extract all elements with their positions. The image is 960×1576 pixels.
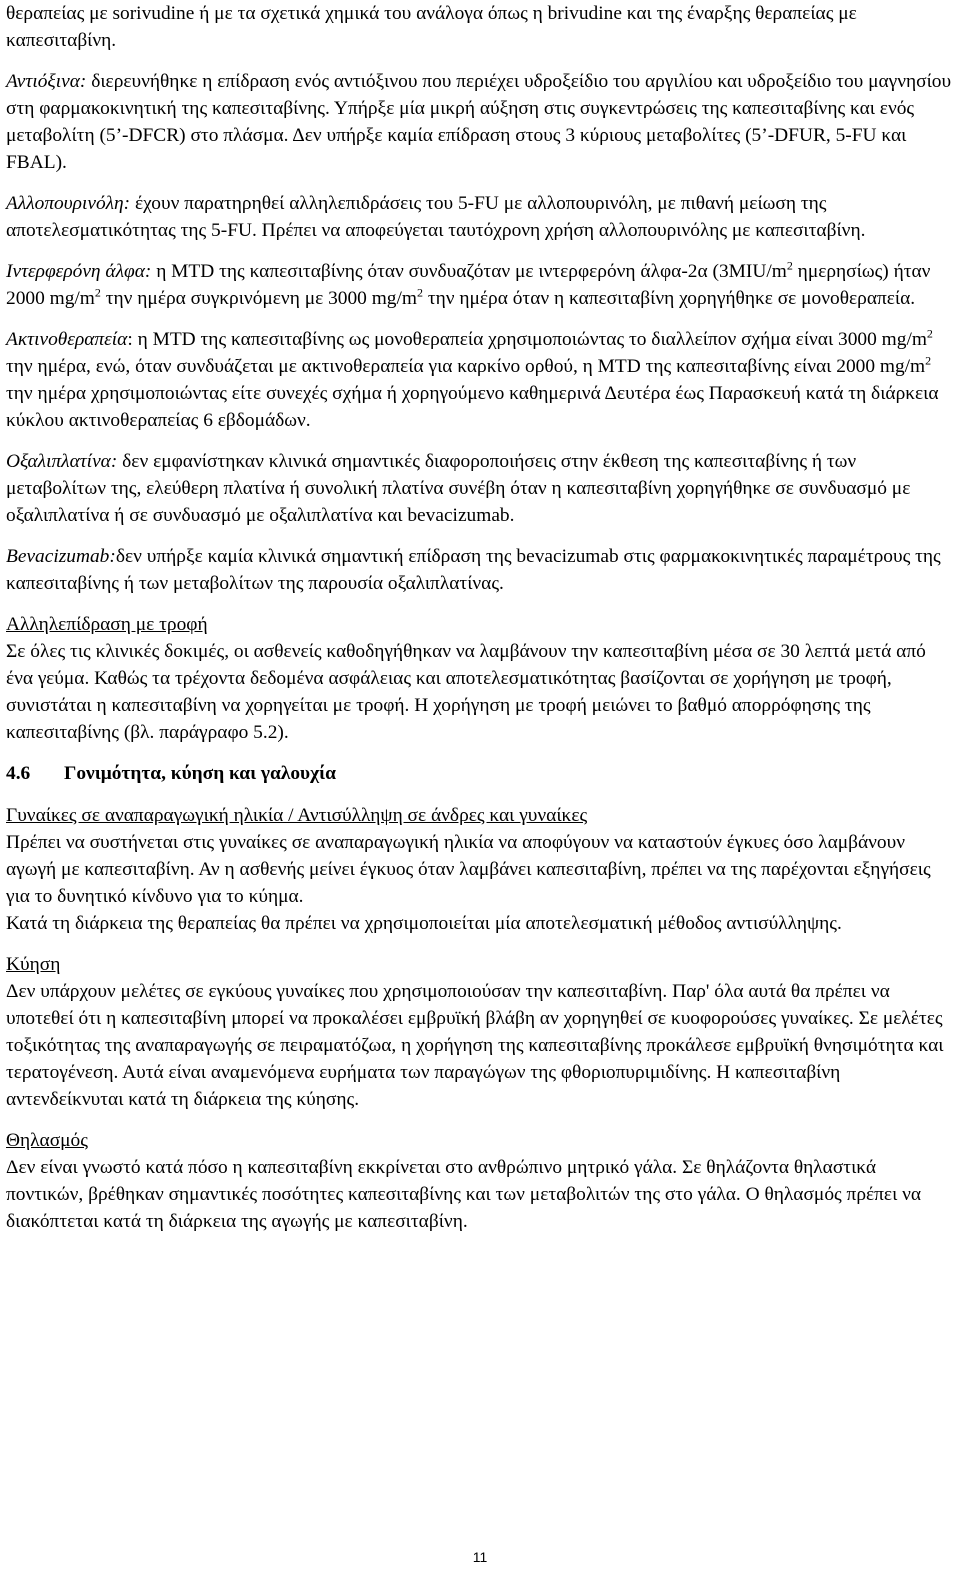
women-title: Γυναίκες σε αναπαραγωγική ηλικία / Αντισύλληψη σε άνδρες και γυναίκες (6, 805, 588, 826)
bevacizumab-text: δεν υπήρξε καμία κλινικά σημαντική επίδραση της bevacizumab στις φαρμακοκινητικές παραμέτρους της καπεσιταβίνης ή των μεταβολίτων της παρουσία οξαλιπλατίνας. (6, 546, 941, 594)
radiotherapy-text-3: την ημέρα χρησιμοποιώντας είτε συνεχές σχήμα ή χορηγούμενο καθημερινά Δευτέρα έως Παρασκευή κατά τη διάρκεια κύκλου ακτινοθεραπείας 6 εβδομάδων. (6, 383, 939, 431)
pregnancy-text: Δεν υπάρχουν μελέτες σε εγκύους γυναίκες που χρησιμοποιούσαν την καπεσιταβίνη. Παρ' όλα αυτά θα πρέπει να υποτεθεί ότι η καπεσιταβίνη μπορεί να προκαλέσει εμβρυϊκή βλάβη αν χορηγηθεί σε κυοφορούσες γυναίκες. Σε μελέτες τοξικότητας της αναπαραγωγής σε πειραματόζωα, η χορήγηση της καπεσιταβίνης προκάλεσε εμβρυϊκή θνησιμότητα και τερατογένεση. Αυτά είναι αναμενόμενα ευρήματα των παραγώγων της φθοριοπυριμιδίνης. Η καπεσιταβίνη αντενδείκνυται κατά τη διάρκεια της κύησης. (6, 981, 944, 1110)
oxaliplatin-text: δεν εμφανίστηκαν κλινικά σημαντικές διαφοροποιήσεις στην έκθεση της καπεσιταβίνης ή των μεταβολίτων της, ελεύθερη πλατίνα ή συνολική πλατίνα συνέβη όταν η καπεσιταβίνη χορηγήθηκε σε συνδυασμό με οξαλιπλατίνα ή σε συνδυασμό με οξαλιπλατίνα και bevacizumab. (6, 451, 911, 526)
interferon-text-1: η MTD της καπεσιταβίνης όταν συνδυαζόταν με ιντερφερόνη άλφα-2α (3MIU/m (151, 261, 787, 282)
food-interaction-title: Αλληλεπίδραση με τροφή (6, 614, 208, 635)
interferon-label: Ιντερφερόνη άλφα: (6, 261, 152, 282)
allopurinol-label: Αλλοπουρινόλη: (6, 193, 131, 214)
radiotherapy-label: Ακτινοθεραπεία (6, 329, 128, 350)
radiotherapy-sup-1: 2 (926, 326, 933, 341)
radiotherapy-text-1: : η MTD της καπεσιταβίνης ως μονοθεραπεία χρησιμοποιώντας το διαλλείπον σχήμα είναι 3000 mg/m (127, 329, 927, 350)
interferon-sup-3: 2 (416, 285, 423, 300)
paragraph-continuation: θεραπείας με sorivudine ή με τα σχετικά χημικά του ανάλογα όπως η brivudine και της έναρξης θεραπείας με καπεσιταβίνη. (6, 3, 857, 51)
page-number: 11 (472, 1549, 488, 1565)
interferon-text-4: την ημέρα όταν η καπεσιταβίνη χορηγήθηκε σε μονοθεραπεία. (422, 288, 916, 309)
paragraph-antacids (6, 68, 954, 176)
paragraph-allopurinol (6, 190, 954, 244)
allopurinol-text: έχουν παρατηρηθεί αλληλεπιδράσεις του 5-FU με αλλοπουρινόλη, με πιθανή μείωση της αποτελεσματικότητας της 5-FU. Πρέπει να αποφεύγεται ταυτόχρονη χρήση αλλοπουρινόλης με καπεσιταβίνη. (6, 193, 866, 241)
breastfeeding-title: Θηλασμός (6, 1130, 88, 1151)
paragraph-oxaliplatin (6, 448, 954, 529)
interferon-sup-2: 2 (94, 285, 101, 300)
interferon-text-2: ημερησίως) ήταν 2000 mg/m (6, 261, 931, 309)
paragraph-radiotherapy (6, 326, 954, 434)
section-title: Γονιμότητα, κύηση και γαλουχία (64, 763, 336, 784)
bevacizumab-label: Bevacizumab: (6, 546, 116, 567)
antacids-label: Αντιόξινα: (6, 71, 87, 92)
oxaliplatin-label: Οξαλιπλατίνα: (6, 451, 118, 472)
pregnancy-title: Κύηση (6, 954, 61, 975)
women-text-1: Πρέπει να συστήνεται στις γυναίκες σε αναπαραγωγική ηλικία να αποφύγουν να καταστούν έγκυες όσο λαμβάνουν αγωγή με καπεσιταβίνη. Αν η ασθενής μείνει έγκυος όταν λαμβάνει καπεσιταβίνη, πρέπει να της παρέχονται εξηγήσεις για το δυνητικό κίνδυνο για το κύημα. (6, 832, 931, 907)
document-page (6, 0, 954, 1249)
breastfeeding-text: Δεν είναι γνωστό κατά πόσο η καπεσιταβίνη εκκρίνεται στο ανθρώπινο μητρικό γάλα. Σε θηλάζοντα θηλαστικά ποντικών, βρέθηκαν σημαντικές ποσότητες καπεσιταβίνης και των μεταβολιτών της στο γάλα. Ο θηλασμός πρέπει να διακόπτεται κατά τη διάρκεια της αγωγής με καπεσιταβίνη. (6, 1157, 922, 1232)
women-text-2: Κατά τη διάρκεια της θεραπείας θα πρέπει να χρησιμοποιείται μία αποτελεσματική μέθοδος αντισύλληψης. (6, 913, 842, 934)
radiotherapy-text-2: την ημέρα, ενώ, όταν συνδυάζεται με ακτινοθεραπεία για καρκίνο ορθού, η MTD της καπεσιταβίνης είναι 2000 mg/m (6, 356, 926, 377)
interferon-sup-1: 2 (786, 258, 793, 273)
radiotherapy-sup-2: 2 (925, 353, 932, 368)
paragraph-interferon (6, 258, 954, 312)
section-number: 4.6 (6, 763, 31, 784)
paragraph-bevacizumab (6, 543, 954, 597)
antacids-text: διερευνήθηκε η επίδραση ενός αντιόξινου που περιέχει υδροξείδιο του αργιλίου και υδροξείδιο του μαγνησίου στη φαρμακοκινητική της καπεσιταβίνης. Υπήρξε μία μικρή αύξηση στις συγκεντρώσεις της καπεσιταβίνης και ενός μεταβολίτη (5’-DFCR) στο πλάσμα. Δεν υπήρξε καμία επίδραση στους 3 κύριους μεταβολίτες (5’-DFUR, 5-FU και FBAL). (6, 71, 952, 173)
section-heading (6, 760, 954, 787)
interferon-text-3: την ημέρα συγκρινόμενη με 3000 mg/m (100, 288, 417, 309)
food-interaction-text: Σε όλες τις κλινικές δοκιμές, οι ασθενείς καθοδηγήθηκαν να λαμβάνουν την καπεσιταβίνη μέσα σε 30 λεπτά μετά από ένα γεύμα. Καθώς τα τρέχοντα δεδομένα ασφάλειας και αποτελεσματικότητας βασίζονται σε χορήγηση με τροφή, συνιστάται η καπεσιταβίνη να χορηγείται με τροφή. Η χορήγηση με τροφή μειώνει το βαθμό απορρόφησης της καπεσιταβίνης (βλ. παράγραφο 5.2). (6, 641, 926, 743)
